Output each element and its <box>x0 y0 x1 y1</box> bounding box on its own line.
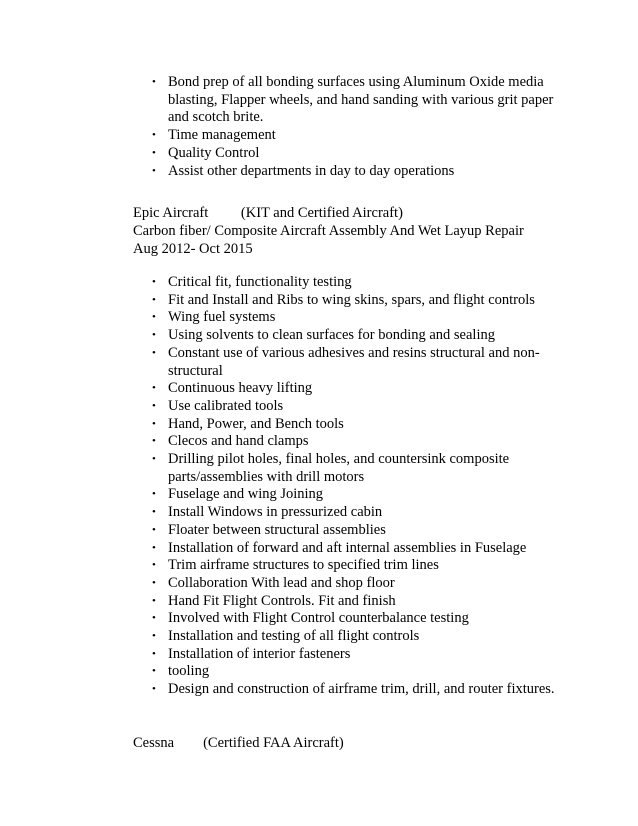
list-item-text: Using solvents to clean surfaces for bonding and sealing <box>168 327 495 344</box>
list-item-text: Design and construction of airframe trim, drill, and router fixtures. <box>168 681 555 698</box>
list-item <box>152 521 568 540</box>
list-item-text: Installation of interior fasteners <box>168 645 351 662</box>
list-item <box>152 663 568 681</box>
bullet-icon: • <box>152 435 156 448</box>
bullet-icon: • <box>152 164 156 177</box>
bullet-icon: • <box>152 76 156 88</box>
list-item <box>152 144 568 163</box>
list-item-text: Constant use of various adhesives and resins structural and non-structural <box>168 344 540 379</box>
list-item <box>152 397 568 416</box>
bullet-icon: • <box>152 329 156 342</box>
bullet-icon: • <box>152 417 156 430</box>
list-item <box>152 557 568 575</box>
bullet-icon: • <box>152 293 156 306</box>
list-item-text: Bond prep of all bonding surfaces using Aluminum Oxide media blasting, Flapper wheels, and hand sanding with various grit paper and scotch brite. <box>168 74 554 126</box>
bullet-icon: • <box>152 523 156 536</box>
list-item-text: tooling <box>168 663 210 680</box>
bullet-icon: • <box>152 541 156 554</box>
list-item-text: Continuous heavy lifting <box>168 380 313 397</box>
job-role: Carbon fiber/ Composite Aircraft Assembly And Wet Layup Repair <box>133 223 524 239</box>
list-item-text: Trim airframe structures to specified trim lines <box>168 557 439 574</box>
list-item-text: Installation and testing of all flight controls <box>168 628 420 645</box>
list-item <box>152 74 568 127</box>
list-item <box>152 681 568 699</box>
list-item-text: Collaboration With lead and shop floor <box>168 574 395 591</box>
list-item <box>152 645 568 664</box>
list-item-text: Fit and Install and Ribs to wing skins, spars, and flight controls <box>168 291 535 308</box>
list-item-text: Clecos and hand clamps <box>168 433 309 450</box>
list-item <box>152 504 568 522</box>
bullet-icon: • <box>152 612 156 625</box>
list-item <box>152 451 568 486</box>
bullet-icon: • <box>152 382 156 395</box>
job-title-epic-aircraft: Epic Aircraft (KIT and Certified Aircraft) <box>133 205 403 221</box>
list-item-text: Fuselage and wing Joining <box>168 486 324 503</box>
bullet-icon: • <box>152 506 156 519</box>
bullet-icon: • <box>152 146 156 159</box>
list-item-text: Wing fuel systems <box>168 309 276 326</box>
list-item <box>152 433 568 451</box>
bullet-icon: • <box>152 453 156 466</box>
bullet-icon: • <box>152 683 156 696</box>
list-item-text: Critical fit, functionality testing <box>168 274 352 290</box>
job-dates: Aug 2012- Oct 2015 <box>133 241 253 257</box>
list-item <box>152 610 568 628</box>
list-item-text: Installation of forward and aft internal assemblies in Fuselage <box>168 539 527 556</box>
bullet-icon: • <box>152 559 156 572</box>
bullet-icon: • <box>152 488 156 501</box>
responsibilities-list-previous <box>152 74 568 180</box>
list-item <box>152 415 568 434</box>
list-item <box>152 162 568 181</box>
responsibilities-list-epic <box>152 274 568 699</box>
list-item-text: Use calibrated tools <box>168 397 284 414</box>
list-item-text: Quality Control <box>168 144 260 161</box>
list-item-text: Floater between structural assemblies <box>168 521 386 538</box>
bullet-icon: • <box>152 630 156 643</box>
list-item <box>152 486 568 504</box>
list-item <box>152 327 568 345</box>
bullet-icon: • <box>152 576 156 589</box>
bullet-icon: • <box>152 665 156 678</box>
list-item <box>152 592 568 611</box>
list-item-text: Time management <box>168 127 276 144</box>
bullet-icon: • <box>152 311 156 324</box>
list-item-text: Hand, Power, and Bench tools <box>168 415 344 432</box>
list-item <box>152 274 568 292</box>
list-item-text: Involved with Flight Control counterbalance testing <box>168 610 469 627</box>
job-title-cessna: Cessna (Certified FAA Aircraft) <box>133 735 344 751</box>
bullet-icon: • <box>152 399 156 412</box>
list-item-text: Assist other departments in day to day operations <box>168 162 455 179</box>
list-item <box>152 291 568 310</box>
list-item <box>152 539 568 558</box>
bullet-icon: • <box>152 647 156 660</box>
bullet-icon: • <box>152 276 156 288</box>
list-item <box>152 309 568 327</box>
list-item <box>152 127 568 145</box>
list-item-text: Install Windows in pressurized cabin <box>168 504 383 521</box>
list-item-text: Drilling pilot holes, final holes, and countersink composite parts/assemblies with drill motors <box>168 451 510 485</box>
bullet-icon: • <box>152 346 156 359</box>
list-item <box>152 344 568 380</box>
list-item <box>152 380 568 398</box>
bullet-icon: • <box>152 129 156 142</box>
list-item <box>152 628 568 646</box>
bullet-icon: • <box>152 594 156 607</box>
list-item <box>152 574 568 593</box>
list-item-text: Hand Fit Flight Controls. Fit and finish <box>168 592 396 609</box>
